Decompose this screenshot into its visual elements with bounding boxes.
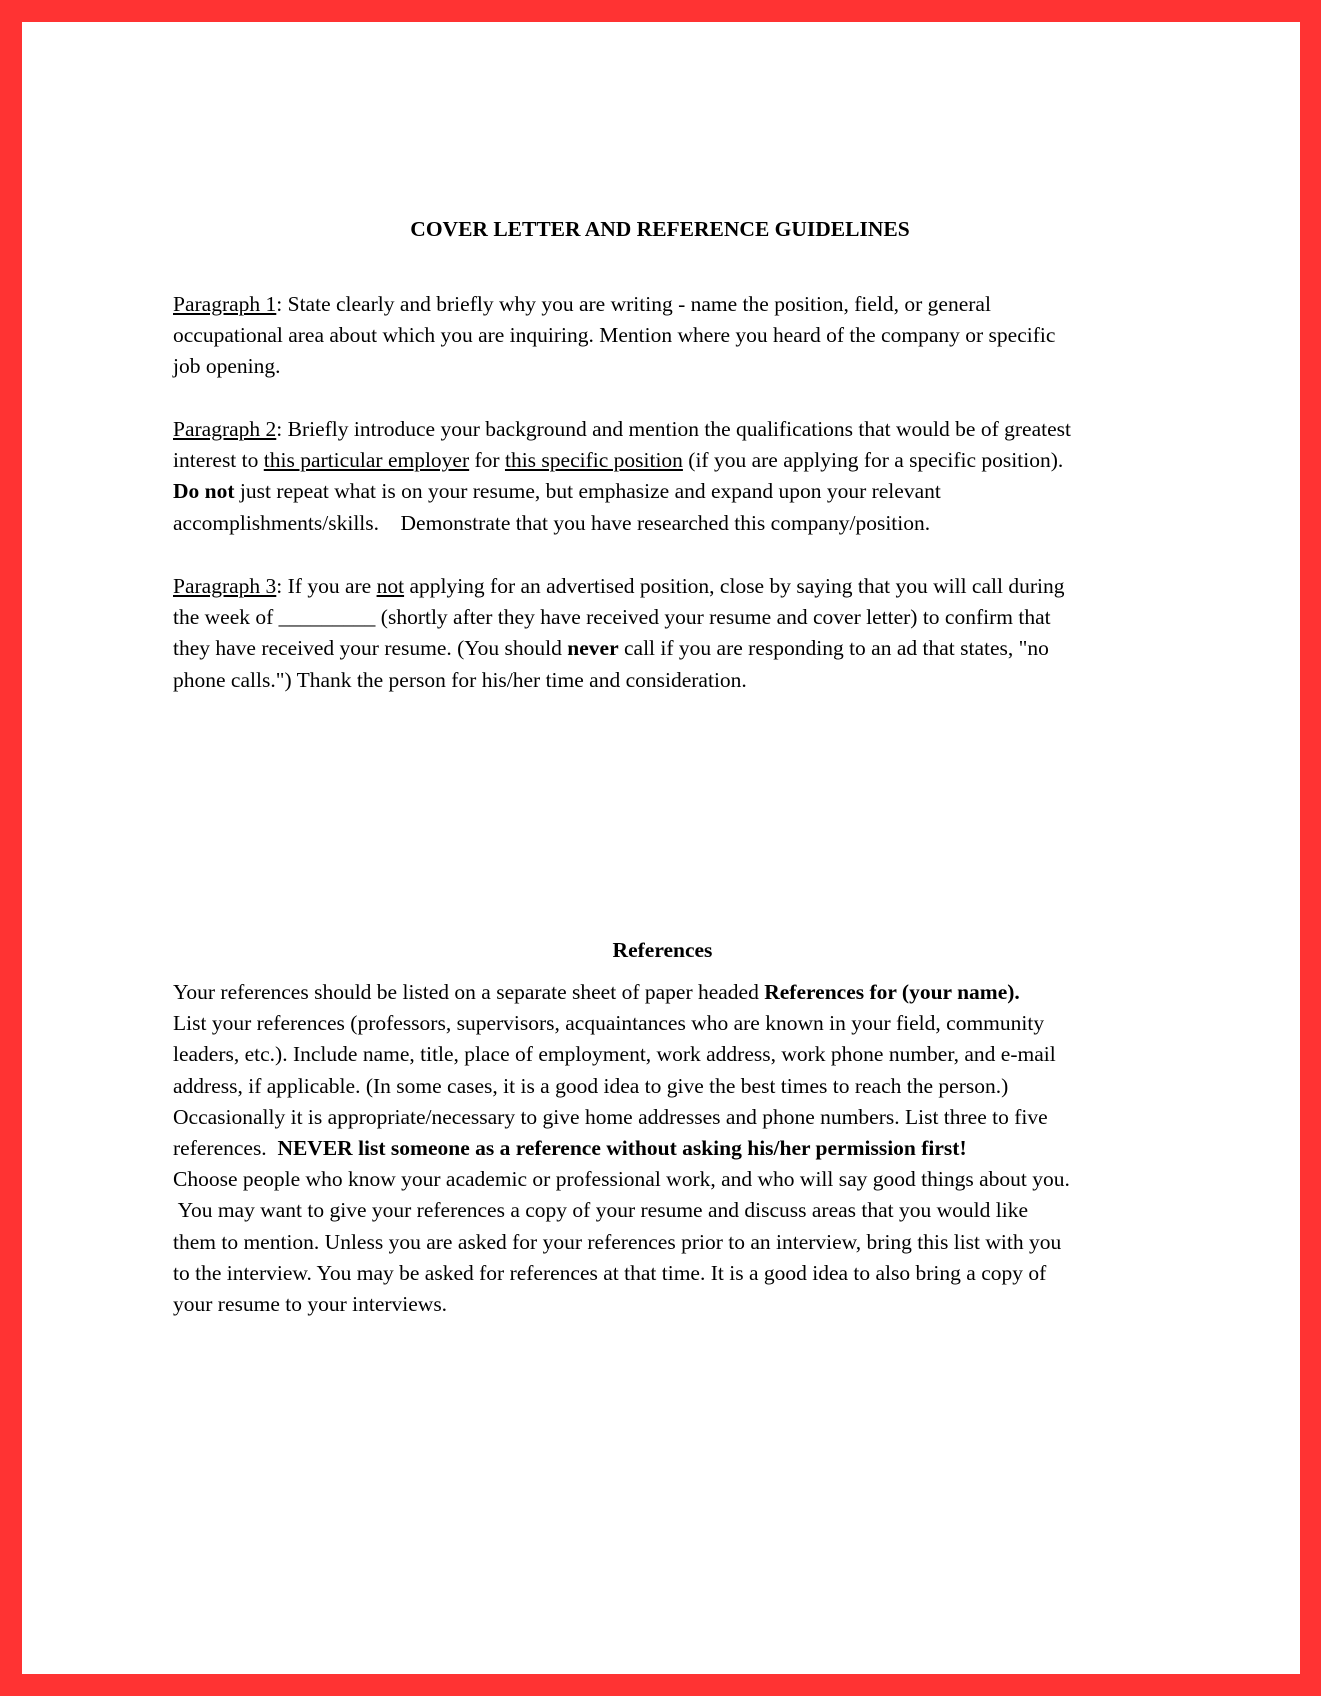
bold-do-not: Do not <box>173 479 235 504</box>
paragraph-1-line-1: Paragraph 1: State clearly and briefly why you are writing - name the position, field, or general <box>173 292 991 316</box>
references-heading: References <box>612 938 713 962</box>
paragraph-3-label: Paragraph 3 <box>173 574 277 598</box>
paragraph-2-line-4: accomplishments/skills. Demonstrate that you have researched this company/position. <box>173 510 931 535</box>
paragraph-1-line-3: job opening. <box>173 354 281 379</box>
references-line-4: address, if applicable. (In some cases, it is a good idea to give the best times to reach the person.) <box>173 1073 1009 1098</box>
paragraph-3 <box>173 571 1173 696</box>
paragraph-1-label: Paragraph 1 <box>173 292 277 316</box>
bold-references-for: References for (your name). <box>764 980 1020 1004</box>
paragraph-2-line-1: Paragraph 2: Briefly introduce your background and mention the qualifications that would be of greatest <box>173 417 1071 441</box>
references-line-5: Occasionally it is appropriate/necessary to give home addresses and phone numbers. List three to five <box>173 1104 1048 1129</box>
bold-never-list: NEVER list someone as a reference without asking his/her permission first! <box>277 1136 967 1161</box>
references-line-8: You may want to give your references a copy of your resume and discuss areas that you would like <box>173 1198 1029 1223</box>
references-line-6: references. NEVER list someone as a reference without asking his/her permission first! <box>173 1136 967 1161</box>
paragraph-1 <box>173 289 1173 383</box>
paragraph-3-line-3: they have received your resume. (You should never call if you are responding to an ad that states, "no <box>173 636 1049 661</box>
underlined-position: this specific position <box>504 448 683 473</box>
paragraph-3-line-1: Paragraph 3: If you are not applying for an advertised position, close by saying that you will call during <box>173 574 1065 598</box>
paragraph-1-line-2: occupational area about which you are inquiring. Mention where you heard of the company or specific <box>173 323 1056 348</box>
references-line-7: Choose people who know your academic or professional work, and who will say good things about you. <box>173 1167 1070 1192</box>
document-page <box>22 22 1300 1674</box>
references-line-3: leaders, etc.). Include name, title, place of employment, work address, work phone number, and e-mail <box>173 1042 1056 1067</box>
references-line-11: your resume to your interviews. <box>173 1292 448 1317</box>
references-body <box>173 977 1173 1320</box>
paragraph-2-label: Paragraph 2 <box>173 417 277 441</box>
underlined-not: not <box>376 574 405 598</box>
references-line-10: to the interview. You may be asked for references at that time. It is a good idea to also bring a copy of <box>173 1260 1047 1285</box>
page-title: COVER LETTER AND REFERENCE GUIDELINES <box>410 217 910 241</box>
paragraph-2 <box>173 414 1173 539</box>
paragraph-2-line-2: interest to this particular employer for this specific position (if you are applying for a specific position). <box>173 448 1064 473</box>
references-line-1: Your references should be listed on a separate sheet of paper headed References for (your name). <box>173 980 1020 1004</box>
bold-never: never <box>567 636 619 661</box>
underlined-employer: this particular employer <box>263 448 470 473</box>
paragraph-3-line-2: the week of _________ (shortly after they have received your resume and cover letter) to confirm that <box>173 605 1051 630</box>
paragraph-2-line-3: Do not just repeat what is on your resume, but emphasize and expand upon your relevant <box>173 479 941 504</box>
references-line-9: them to mention. Unless you are asked for your references prior to an interview, bring this list with you <box>173 1229 1062 1254</box>
references-line-2: List your references (professors, supervisors, acquaintances who are known in your field, community <box>173 1011 1045 1036</box>
paragraph-3-line-4: phone calls.") Thank the person for his/her time and consideration. <box>173 667 747 692</box>
